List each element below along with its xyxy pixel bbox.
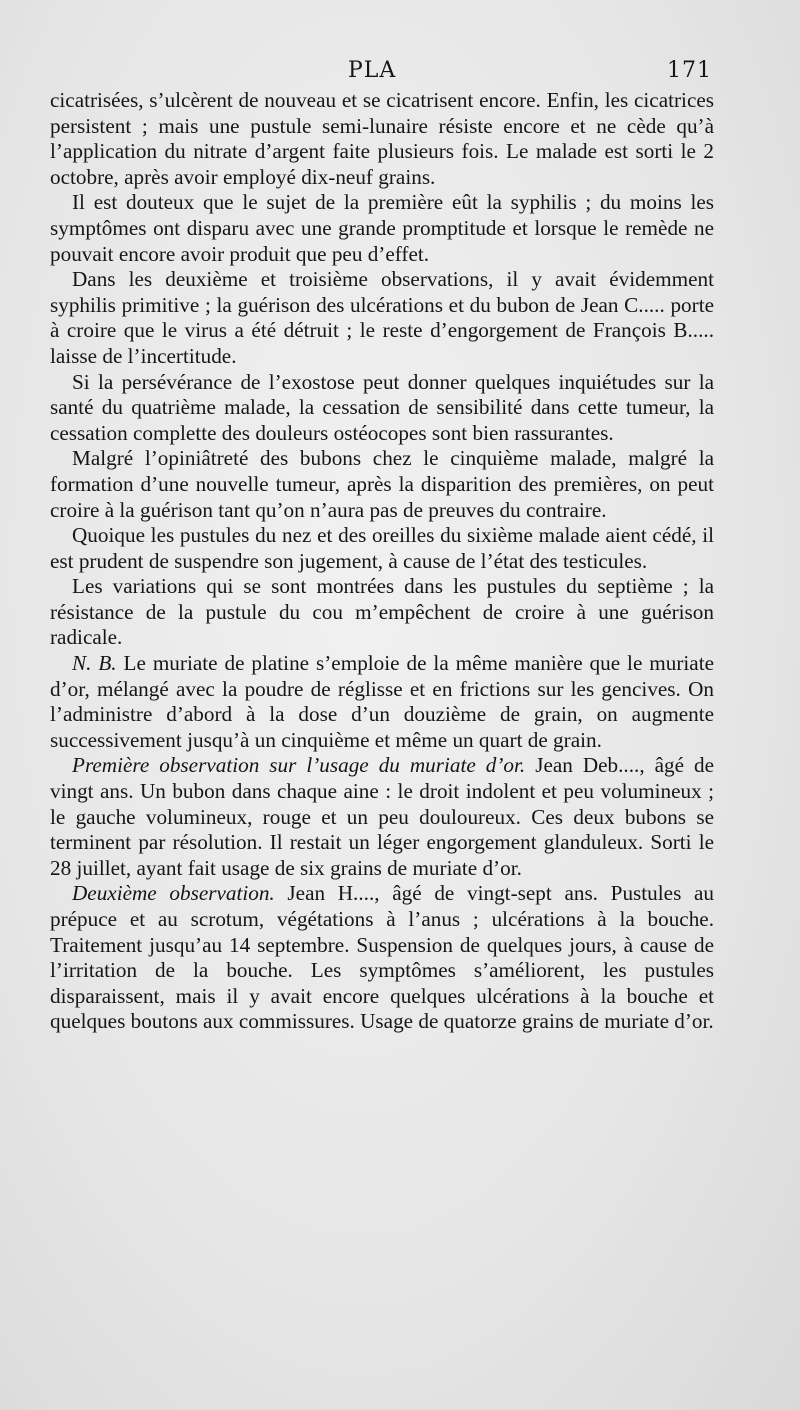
note-lead: N. B. xyxy=(72,651,117,676)
paragraph: Quoique les pustules du nez et des oreilles du sixième malade aient cédé, il est prudent de suspendre son jugement, à cause de l’état des testicules. xyxy=(50,523,714,573)
paragraph: Si la persévérance de l’exostose peut donner quelques inquiétudes sur la santé du quatrième malade, la cessation de sensibilité dans cette tumeur, la cessation complette des douleurs ostéocopes sont bien rassurantes. xyxy=(50,369,714,445)
page-header xyxy=(48,58,712,88)
observation-paragraph: Deuxième observation. Jean H...., âgé de vingt-sept ans. Pustules au prépuce et au scrotum, végétations à l’anus ; ulcérations à la bouche. Traitement jusqu’au 14 septembre. Suspension de quelques jours, à cause de l’irritation de la bouche. Les symptômes s’améliorent, les pustules disparaissent, mais il y avait encore quelques ulcérations à la bouche et quelques boutons aux commissures. Usage de quatorze grains de muriate d’or. xyxy=(50,881,714,1034)
observation-heading: Première observation sur l’usage du muriate d’or. xyxy=(72,753,526,778)
page-number: 171 xyxy=(667,58,712,83)
running-title: PLA xyxy=(348,58,397,83)
paragraph-continuation: cicatrisées, s’ulcèrent de nouveau et se cicatrisent encore. Enfin, les cicatrices persistent ; mais une pustule semi-lunaire résiste encore et ne cède qu’à l’application du nitrate d’argent faite plusieurs fois. Le malade est sorti le 2 octobre, après avoir employé dix-neuf grains. xyxy=(50,88,714,189)
observation-paragraph: Première observation sur l’usage du muriate d’or. Jean Deb...., âgé de vingt ans. Un bubon dans chaque aine : le droit indolent et peu volumineux ; le gauche volumineux, rouge et un peu douloureux. Ces deux bubons se terminent par résolution. Il restait un léger engorgement glanduleux. Sorti le 28 juillet, ayant fait usage de six grains de muriate d’or. xyxy=(50,753,714,880)
paragraph: Les variations qui se sont montrées dans les pustules du septième ; la résistance de la pustule du cou m’empêchent de croire à une guérison radicale. xyxy=(50,574,714,650)
paragraph: Il est douteux que le sujet de la première eût la syphilis ; du moins les symptômes ont disparu avec une grande promptitude et lorsque le remède ne pouvait encore avoir produit que peu d’effet. xyxy=(50,190,714,266)
paragraph: Malgré l’opiniâtreté des bubons chez le cinquième malade, malgré la formation d’une nouvelle tumeur, après la disparition des premières, on peut croire à la guérison tant qu’on n’aura pas de preuves du contraire. xyxy=(50,446,714,522)
note-paragraph: N. B. Le muriate de platine s’emploie de la même manière que le muriate d’or, mélangé avec la poudre de réglisse et en frictions sur les gencives. On l’administre d’abord à la dose d’un douzième de grain, on augmente successivement jusqu’à un cinquième et même un quart de grain. xyxy=(50,651,714,752)
observation-heading: Deuxième observation. xyxy=(72,881,275,906)
body-text xyxy=(50,88,714,1035)
paragraph: Dans les deuxième et troisième observations, il y avait évidemment syphilis primitive ; la guérison des ulcérations et du bubon de Jean C..... porte à croire que le virus a été détruit ; le reste d’engorgement de François B..... laisse de l’incertitude. xyxy=(50,267,714,368)
